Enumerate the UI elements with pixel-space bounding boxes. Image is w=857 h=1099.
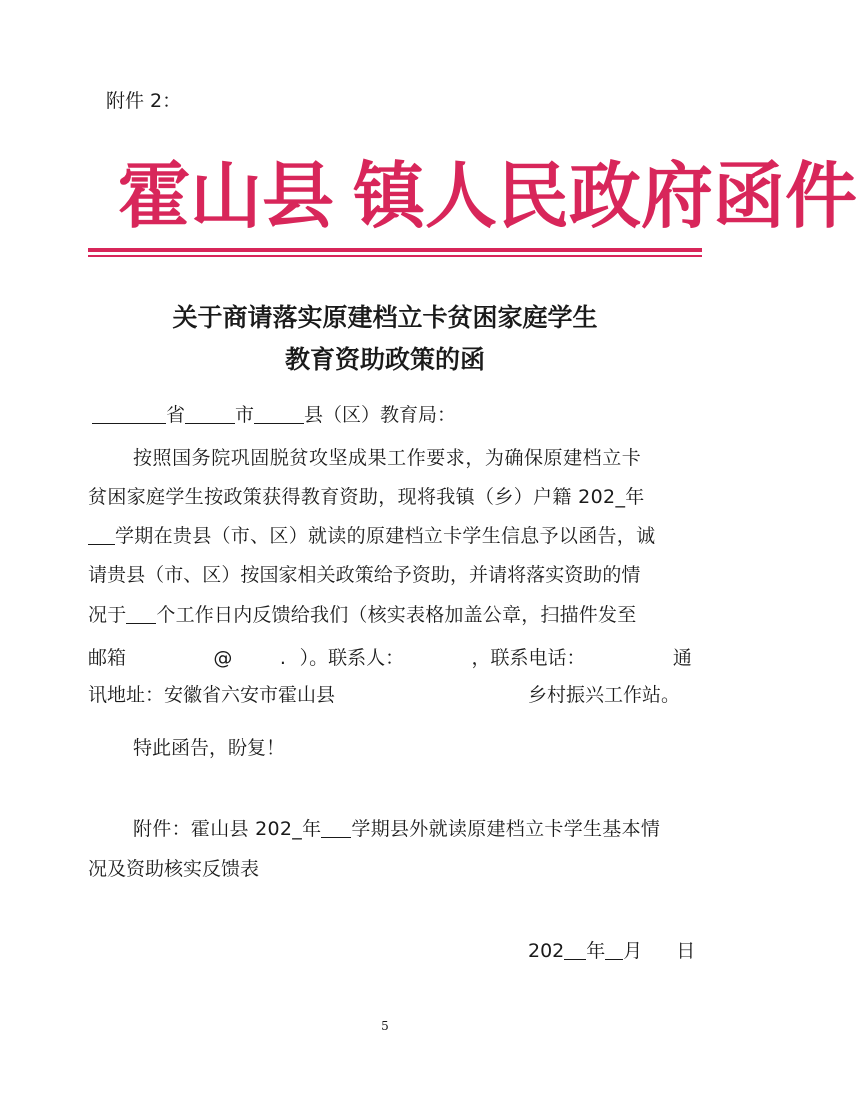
attachment-label: 附件 2：: [106, 90, 182, 112]
email-label: 邮箱: [88, 647, 127, 669]
body-line-2: 贫困家庭学生按政策获得教育资助，现将我镇（乡）户籍 202_年: [88, 486, 645, 508]
salutation-county: 县（区）教育局：: [304, 404, 457, 426]
blank-days: [126, 604, 156, 624]
letterhead-rule: [88, 248, 702, 252]
body-line-6: 邮箱 @ . ）。联系人： ，联系电话： 通: [88, 643, 692, 670]
attachment-note-2: 况及资助核实反馈表: [88, 858, 260, 880]
body-line-7b: 乡村振兴工作站。: [528, 684, 681, 706]
salutation: [92, 403, 456, 428]
doc-title-line-1: 关于商请落实原建档立卡贫困家庭学生: [172, 303, 598, 332]
doc-title-line-2: 教育资助政策的函: [284, 345, 485, 374]
salutation-province: 省: [166, 404, 186, 426]
blank-city: [185, 404, 235, 424]
body-line-4: 请贵县（市、区）按国家相关政策给予资助，并请将落实资助的情: [88, 564, 641, 586]
body-line-5: 况于 个工作日内反馈给我们（核实表格加盖公章，扫描件发至: [88, 604, 637, 626]
email-dot: .: [279, 647, 286, 669]
letterhead-county: 霍山县: [118, 153, 335, 238]
page-number: 5: [381, 1019, 389, 1033]
blank-attach-term: [321, 818, 351, 838]
letterhead-rule-thin: [88, 255, 702, 257]
blank-term: [88, 525, 115, 545]
body-line-3: 学期在贵县（市、区）就读的原建档立卡学生信息予以函告，诚: [88, 524, 655, 549]
blank-province: [92, 404, 166, 424]
contact-phone-label: ，联系电话：: [471, 647, 586, 669]
salutation-city: 市: [235, 404, 255, 426]
closing-line: 特此函告，盼复！: [133, 737, 286, 759]
contact-person-label: ）。联系人：: [299, 647, 405, 669]
letterhead-suffix: 镇人民政府函件: [353, 153, 857, 238]
blank-county: [254, 404, 304, 424]
body-line-1: 按照国务院巩固脱贫攻坚成果工作要求，为确保原建档立卡: [133, 447, 642, 469]
date-line: 202 年 月 日: [528, 940, 696, 962]
attachment-note-1: 附件：霍山县 202_年 学期县外就读原建档立卡学生基本情: [133, 818, 661, 840]
email-at: @: [213, 647, 233, 669]
date-year: 202: [528, 940, 565, 962]
body-line-7a: 讯地址：安徽省六安市霍山县: [88, 684, 336, 706]
